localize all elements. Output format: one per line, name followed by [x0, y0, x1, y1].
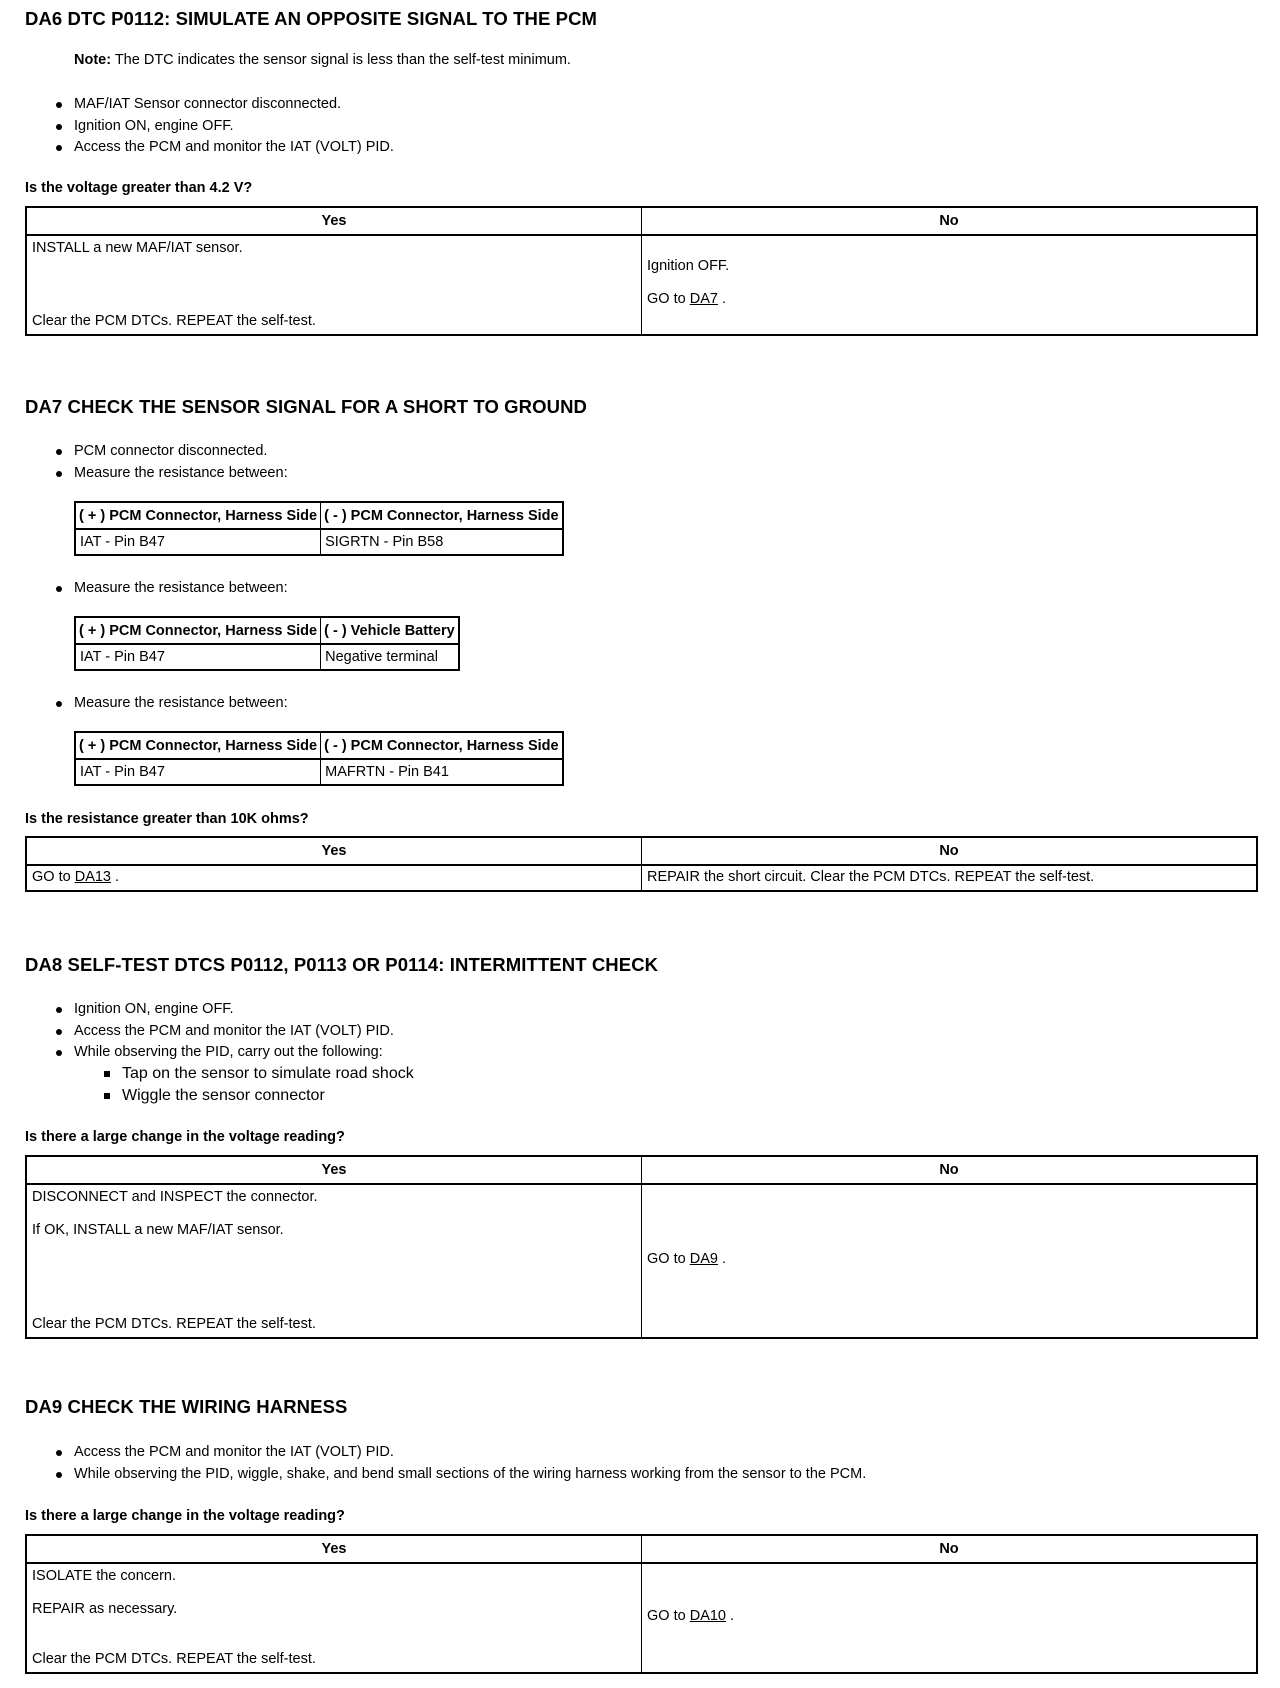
da6-note-text: The DTC indicates the sensor signal is less than the self-test minimum.	[111, 52, 571, 68]
da6-no-goto	[647, 291, 1251, 307]
da7-pin-table-2	[74, 616, 460, 671]
da6-yes-line2: Clear the PCM DTCs. REPEAT the self-test.	[32, 313, 316, 329]
goto-suffix: .	[726, 1608, 735, 1624]
da8-yes-line3: Clear the PCM DTCs. REPEAT the self-test.	[32, 1316, 316, 1332]
goto-prefix: GO to	[32, 869, 75, 885]
pin-table-header: ( + ) PCM Connector, Harness Side	[75, 617, 321, 644]
da6-bullet-list	[0, 94, 394, 159]
da6-no-line1: Ignition OFF.	[647, 258, 730, 274]
link-da10[interactable]: DA10	[689, 1608, 726, 1624]
da9-yes-line2: REPAIR as necessary.	[32, 1601, 178, 1617]
da7-bullet-list-2	[0, 578, 288, 600]
link-da9[interactable]: DA9	[689, 1251, 718, 1267]
da6-note	[74, 52, 571, 68]
list-item: Measure the resistance between:	[0, 693, 288, 715]
da7-bullet-list-3	[0, 693, 288, 715]
no-header: No	[642, 207, 1258, 235]
da8-yes-line2: If OK, INSTALL a new MAF/IAT sensor.	[32, 1222, 284, 1238]
da9-yes-cell	[26, 1563, 642, 1673]
link-da13[interactable]: DA13	[74, 869, 111, 885]
pin-table-header: ( - ) PCM Connector, Harness Side	[321, 502, 563, 529]
pin-table-cell: IAT - Pin B47	[75, 759, 321, 785]
da6-note-label: Note:	[74, 52, 112, 68]
pin-table-header: ( + ) PCM Connector, Harness Side	[75, 502, 321, 529]
pin-table-cell: MAFRTN - Pin B41	[321, 759, 563, 785]
da6-no-cell	[642, 235, 1258, 335]
list-item: Ignition ON, engine OFF.	[0, 999, 394, 1021]
yes-header: Yes	[26, 1156, 642, 1184]
list-item: Wiggle the sensor connector	[74, 1085, 414, 1107]
link-da7[interactable]: DA7	[689, 291, 718, 307]
da7-yes-cell	[26, 865, 642, 891]
pin-table-header: ( + ) PCM Connector, Harness Side	[75, 732, 321, 759]
da7-no-cell	[642, 865, 1258, 891]
da6-decision-table	[25, 206, 1258, 336]
da9-yes-line3: Clear the PCM DTCs. REPEAT the self-test.	[32, 1651, 316, 1667]
da9-heading: DA9 CHECK THE WIRING HARNESS	[25, 1396, 348, 1417]
goto-suffix: .	[717, 1251, 726, 1267]
list-item: Tap on the sensor to simulate road shock	[74, 1063, 414, 1085]
no-header: No	[642, 837, 1258, 865]
da8-question: Is there a large change in the voltage reading?	[25, 1129, 345, 1145]
da6-yes-line1: INSTALL a new MAF/IAT sensor.	[32, 240, 243, 256]
list-item: Measure the resistance between:	[0, 578, 288, 600]
list-item: Access the PCM and monitor the IAT (VOLT) PID.	[0, 1442, 866, 1464]
list-item: Measure the resistance between:	[0, 463, 288, 485]
goto-prefix: GO to	[647, 291, 690, 307]
pin-table-cell: IAT - Pin B47	[75, 529, 321, 555]
da9-decision-table	[25, 1534, 1258, 1674]
da6-question: Is the voltage greater than 4.2 V?	[25, 180, 253, 196]
da7-bullet-list	[0, 441, 288, 484]
list-item: PCM connector disconnected.	[0, 441, 288, 463]
da8-bullet-list	[0, 999, 394, 1064]
da7-pin-table-3	[74, 731, 564, 786]
da7-question: Is the resistance greater than 10K ohms?	[25, 811, 309, 827]
no-header: No	[642, 1535, 1258, 1563]
yes-header: Yes	[26, 207, 642, 235]
no-header: No	[642, 1156, 1258, 1184]
pin-table-cell: Negative terminal	[321, 644, 459, 670]
da7-no-text: REPAIR the short circuit. Clear the PCM DTCs. REPEAT the self-test.	[647, 869, 1095, 885]
pin-table-header: ( - ) PCM Connector, Harness Side	[321, 732, 563, 759]
da6-yes-cell	[26, 235, 642, 335]
da7-heading: DA7 CHECK THE SENSOR SIGNAL FOR A SHORT TO GROUND	[25, 396, 587, 417]
pin-table-header: ( - ) Vehicle Battery	[321, 617, 459, 644]
da8-yes-line1: DISCONNECT and INSPECT the connector.	[32, 1189, 318, 1205]
yes-header: Yes	[26, 1535, 642, 1563]
goto-prefix: GO to	[647, 1251, 690, 1267]
da8-no-cell	[642, 1184, 1258, 1338]
yes-header: Yes	[26, 837, 642, 865]
da7-decision-table	[25, 836, 1258, 892]
list-item: While observing the PID, carry out the following:	[0, 1042, 394, 1064]
list-item: While observing the PID, wiggle, shake, and bend small sections of the wiring harness working from the sensor to the PCM.	[0, 1464, 866, 1486]
goto-suffix: .	[717, 291, 726, 307]
da6-heading: DA6 DTC P0112: SIMULATE AN OPPOSITE SIGNAL TO THE PCM	[25, 8, 598, 29]
goto-suffix: .	[111, 869, 120, 885]
pin-table-cell: IAT - Pin B47	[75, 644, 321, 670]
list-item: Ignition ON, engine OFF.	[0, 116, 394, 138]
da7-pin-table-1	[74, 501, 564, 556]
da9-yes-line1: ISOLATE the concern.	[32, 1568, 176, 1584]
goto-prefix: GO to	[647, 1608, 690, 1624]
da8-sub-bullet-list	[74, 1063, 414, 1106]
list-item: Access the PCM and monitor the IAT (VOLT) PID.	[0, 1021, 394, 1043]
list-item: Access the PCM and monitor the IAT (VOLT) PID.	[0, 137, 394, 159]
list-item: MAF/IAT Sensor connector disconnected.	[0, 94, 394, 116]
pin-table-cell: SIGRTN - Pin B58	[321, 529, 563, 555]
da9-bullet-list	[0, 1442, 866, 1485]
da9-question: Is there a large change in the voltage reading?	[25, 1508, 345, 1524]
da8-heading: DA8 SELF-TEST DTCS P0112, P0113 OR P0114: INTERMITTENT CHECK	[25, 954, 659, 975]
da8-decision-table	[25, 1155, 1258, 1339]
da9-no-cell	[642, 1563, 1258, 1673]
da8-yes-cell	[26, 1184, 642, 1338]
